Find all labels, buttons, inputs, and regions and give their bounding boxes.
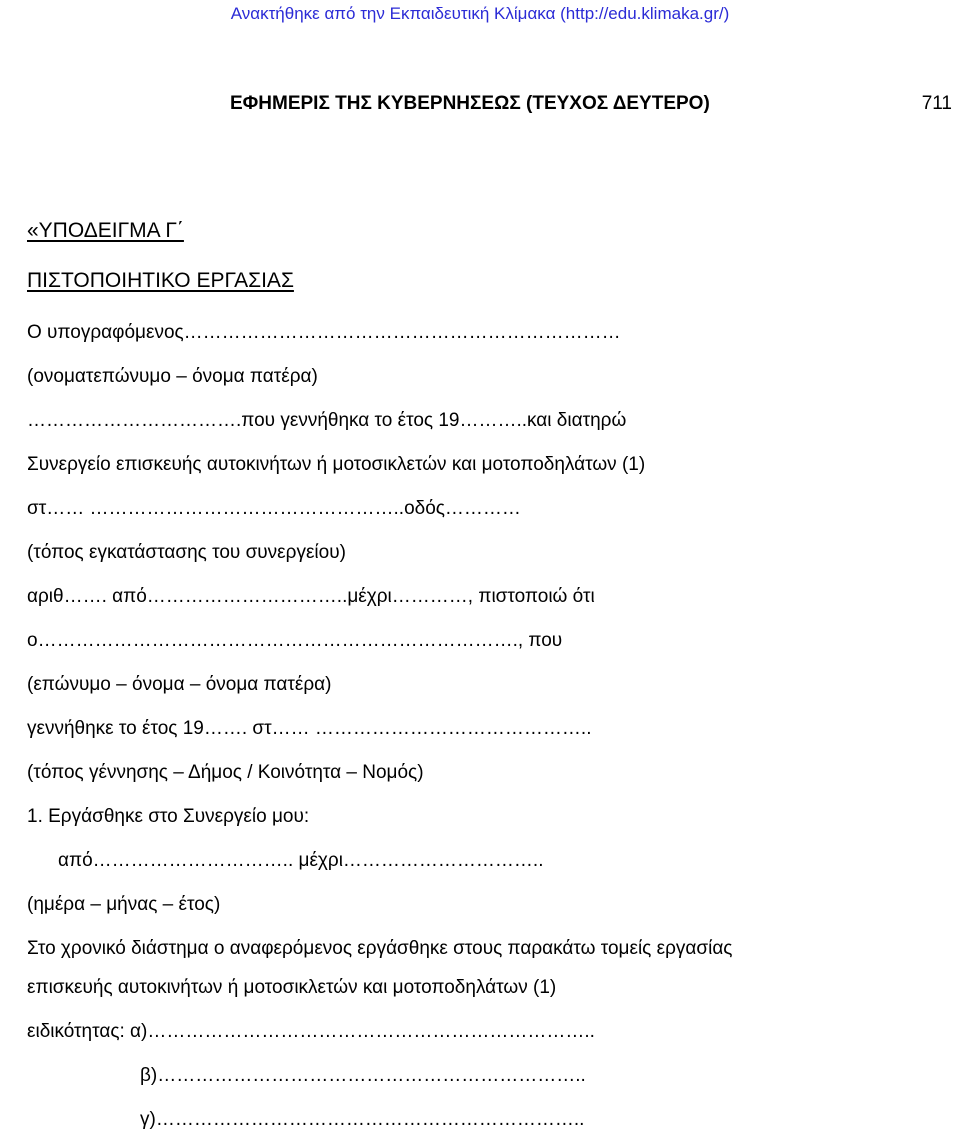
- birth-place-caption: (τόπος γέννησης – Δήμος / Κοινότητα – Νομός): [27, 762, 424, 783]
- work-sectors-line: Στο χρονικό διάστημα ο αναφερόμενος εργάσθηκε στους παρακάτω τομείς εργασίας: [27, 938, 733, 959]
- specialty-a-line: ειδικότητας: α)……………………………………………………………..: [27, 1021, 595, 1042]
- work-sectors-line-cont: επισκευής αυτοκινήτων ή μοτοσικλετών και μοτοποδηλάτων (1): [27, 977, 557, 998]
- date-format-caption: (ημέρα – μήνας – έτος): [27, 894, 221, 915]
- workshop-location-caption: (τόπος εγκατάστασης του συνεργείου): [27, 542, 346, 563]
- workshop-street-line: στ…… …………………………………………..οδός…………: [27, 498, 521, 519]
- employee-name-line: ο…………………………………………………………………., που: [27, 630, 563, 651]
- birth-year-line: …………………………….που γεννήθηκα το έτος 19………..και διατηρώ: [27, 410, 627, 431]
- signer-caption: (ονοματεπώνυμο – όνομα πατέρα): [27, 366, 318, 387]
- workshop-type-line: Συνεργείο επισκευής αυτοκινήτων ή μοτοσικλετών και μοτοποδηλάτων (1): [27, 454, 646, 475]
- employee-birth-line: γεννήθηκε το έτος 19……. στ…… ……………………………………..: [27, 718, 592, 739]
- employment-dates-line: από………………………….. μέχρι…………………………..: [58, 850, 544, 871]
- form-title-certificate: ΠΙΣΤΟΠΟΙΗΤΙΚΟ ΕΡΓΑΣΙΑΣ: [27, 269, 294, 292]
- worked-in-workshop-line: 1. Εργάσθηκε στο Συνεργείο μου:: [27, 806, 310, 827]
- source-link-note[interactable]: Ανακτήθηκε από την Εκπαιδευτική Κλίμακα (http://edu.klimaka.gr/): [230, 4, 730, 23]
- specialty-c-line: γ)…………………………………………………………..: [140, 1109, 585, 1130]
- employee-name-caption: (επώνυμο – όνομα – όνομα πατέρα): [27, 674, 332, 695]
- page-number: 711: [921, 93, 952, 114]
- gazette-header-title: ΕΦΗΜΕΡΙΣ ΤΗΣ ΚΥΒΕΡΝΗΣΕΩΣ (ΤΕΥΧΟΣ ΔΕΥΤΕΡΟ): [230, 93, 710, 114]
- signer-line: Ο υπογραφόμενος……………………………………………………………: [27, 322, 621, 343]
- specialty-b-line: β)…………………………………………………………..: [140, 1065, 586, 1086]
- form-title-model: «ΥΠΟΔΕΙΓΜΑ Γ΄: [27, 219, 184, 242]
- certify-period-line: αριθ……. από…………………………..μέχρι…………, πιστοποιώ ότι: [27, 586, 595, 607]
